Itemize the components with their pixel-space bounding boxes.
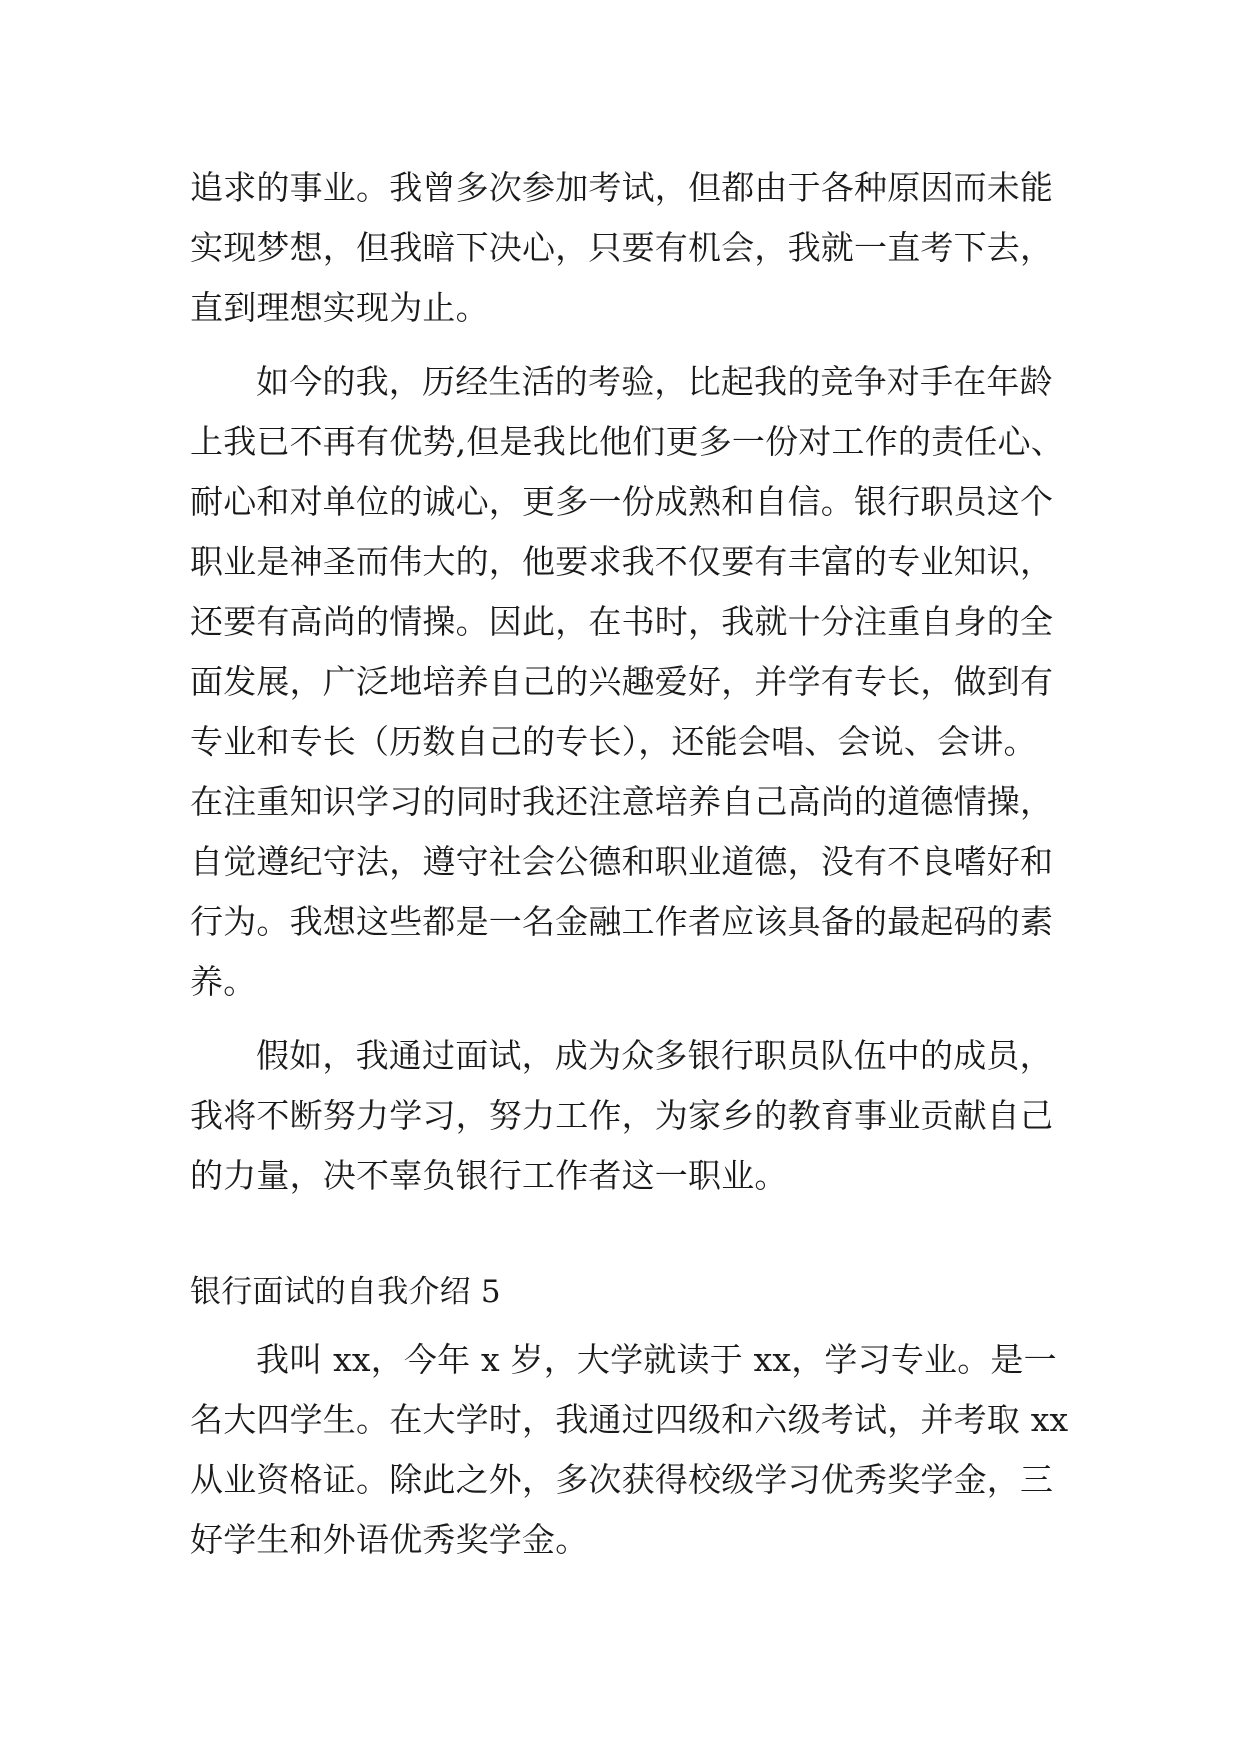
paragraph-line: 追求的事业。我曾多次参加考试，但都由于各种原因而未能 [190,168,1054,207]
paragraph-line: 养。 [190,962,257,1001]
paragraph-line: 名大四学生。在大学时，我通过四级和六级考试，并考取 xx [190,1400,1069,1439]
paragraph-line: 实现梦想，但我暗下决心，只要有机会，我就一直考下去， [190,228,1054,267]
paragraph-line: 行为。我想这些都是一名金融工作者应该具备的最起码的素 [190,902,1054,941]
paragraph-line: 从业资格证。除此之外，多次获得校级学习优秀奖学金，三 [190,1460,1054,1499]
paragraph-line: 面发展，广泛地培养自己的兴趣爱好，并学有专长，做到有 [190,662,1054,701]
paragraph-line: 职业是神圣而伟大的，他要求我不仅要有丰富的专业知识， [190,542,1054,581]
paragraph-line: 直到理想实现为止。 [190,288,489,327]
paragraph-line: 如今的我，历经生活的考验，比起我的竞争对手在年龄 [256,362,1053,401]
paragraph-line: 我将不断努力学习，努力工作，为家乡的教育事业贡献自己 [190,1096,1054,1135]
paragraph-line: 还要有高尚的情操。因此，在书时，我就十分注重自身的全 [190,602,1054,641]
paragraph-line: 我叫 xx，今年 x 岁，大学就读于 xx，学习专业。是一 [256,1340,1057,1379]
paragraph-line: 假如，我通过面试，成为众多银行职员队伍中的成员， [256,1036,1053,1075]
paragraph-line: 好学生和外语优秀奖学金。 [190,1520,589,1559]
paragraph-line: 在注重知识学习的同时我还注意培养自己高尚的道德情操， [190,782,1054,821]
section-heading: 银行面试的自我介绍 5 [190,1274,501,1310]
paragraph-line: 上我已不再有优势,但是我比他们更多一份对工作的责任心、 [190,422,1064,461]
paragraph-line: 专业和专长（历数自己的专长），还能会唱、会说、会讲。 [190,722,1037,761]
paragraph-line: 的力量，决不辜负银行工作者这一职业。 [190,1156,788,1195]
paragraph-line: 耐心和对单位的诚心，更多一份成熟和自信。银行职员这个 [190,482,1054,521]
paragraph-line: 自觉遵纪守法，遵守社会公德和职业道德，没有不良嗜好和 [190,842,1054,881]
